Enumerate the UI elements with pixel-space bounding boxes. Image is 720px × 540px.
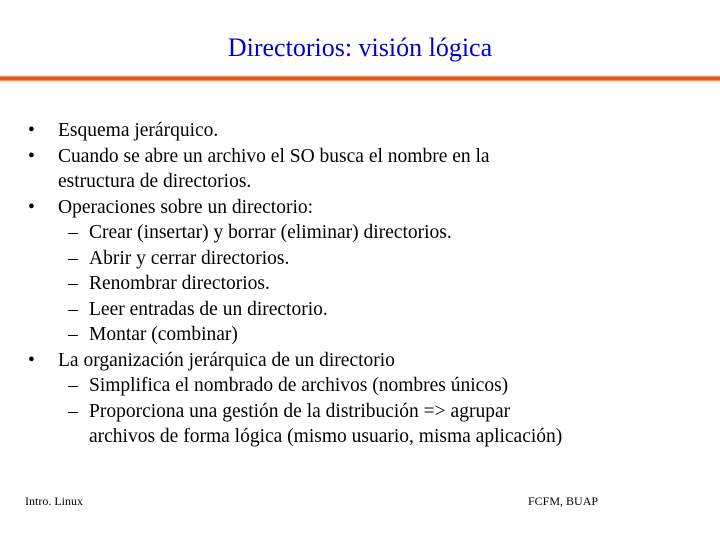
- dash-marker: –: [68, 375, 78, 396]
- sub-list-item-text: Crear (insertar) y borrar (eliminar) directorios.: [89, 222, 452, 243]
- dash-marker: –: [68, 298, 78, 320]
- sub-list-item: [28, 373, 698, 399]
- list-item-text: Operaciones sobre un directorio:: [58, 196, 314, 218]
- footer-left-text: Intro. Linux: [25, 494, 83, 508]
- sub-list-item-text: Montar (combinar): [89, 324, 238, 345]
- dash-marker: –: [68, 222, 78, 243]
- sub-list-item: [28, 271, 698, 297]
- bullet-marker: •: [28, 349, 35, 371]
- list-item: [28, 144, 698, 170]
- dash-marker: –: [68, 273, 78, 294]
- bullet-marker: •: [28, 120, 35, 141]
- list-item: [28, 195, 698, 221]
- list-item-text: Esquema jerárquico.: [58, 120, 219, 141]
- dash-marker: –: [68, 324, 78, 345]
- sub-list-item-text: Renombrar directorios.: [89, 273, 270, 294]
- dash-marker: –: [68, 400, 78, 422]
- sub-list-item-text: Proporciona una gestión de la distribución => agrupar: [89, 400, 511, 422]
- sub-list-item: [28, 399, 698, 425]
- list-item-text: Cuando se abre un archivo el SO busca el nombre en la: [58, 145, 490, 167]
- bullet-list: [28, 118, 698, 450]
- list-item-text: La organización jerárquica de un directorio: [58, 349, 395, 371]
- sub-list-item: [28, 322, 698, 348]
- dash-marker: –: [68, 247, 78, 269]
- footer-right-text: FCFM, BUAP: [528, 494, 599, 508]
- list-item-continuation: [28, 169, 698, 195]
- sub-list-item-text: Abrir y cerrar directorios.: [89, 247, 290, 269]
- title-divider: [0, 75, 720, 82]
- sub-list-item-text: Leer entradas de un directorio.: [89, 298, 328, 320]
- sub-list-item: [28, 220, 698, 246]
- sub-list-item: [28, 246, 698, 272]
- sub-list-item-text: archivos de forma lógica (mismo usuario, misma aplicación): [89, 426, 563, 447]
- bullet-marker: •: [28, 196, 35, 218]
- list-item-text: estructura de directorios.: [58, 171, 252, 192]
- slide-title: Directorios: visión lógica: [227, 33, 493, 62]
- sub-list-item-text: Simplifica el nombrado de archivos (nombres únicos): [89, 375, 509, 396]
- bullet-marker: •: [28, 145, 35, 167]
- list-item: [28, 348, 698, 374]
- sub-list-item-continuation: [28, 424, 698, 450]
- list-item: [28, 118, 698, 144]
- sub-list-item: [28, 297, 698, 323]
